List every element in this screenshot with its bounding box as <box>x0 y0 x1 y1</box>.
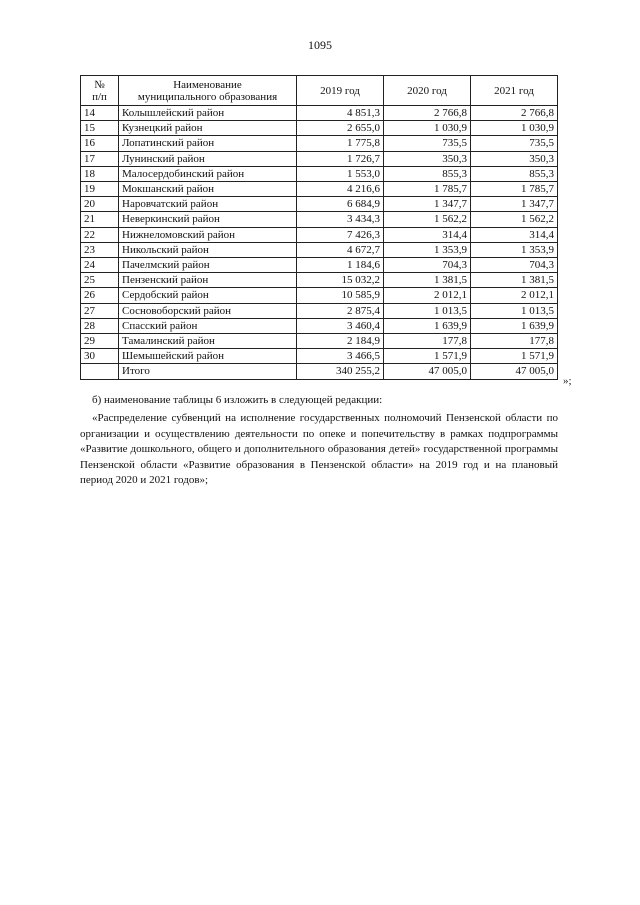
cell-name: Тамалинский район <box>119 334 297 349</box>
cell-y2019: 4 672,7 <box>297 242 384 257</box>
cell-y2021: 350,3 <box>471 151 558 166</box>
cell-y2020: 177,8 <box>384 334 471 349</box>
cell-y2020: 1 013,5 <box>384 303 471 318</box>
cell-num: 27 <box>81 303 119 318</box>
cell-y2021: 1 562,2 <box>471 212 558 227</box>
total-cell-num <box>81 364 119 379</box>
table-row <box>81 106 558 121</box>
cell-num: 29 <box>81 334 119 349</box>
cell-name: Колышлейский район <box>119 106 297 121</box>
table-row <box>81 258 558 273</box>
cell-num: 25 <box>81 273 119 288</box>
cell-y2020: 1 785,7 <box>384 182 471 197</box>
cell-y2019: 3 466,5 <box>297 349 384 364</box>
cell-y2019: 6 684,9 <box>297 197 384 212</box>
cell-y2019: 4 851,3 <box>297 106 384 121</box>
cell-y2019: 1 553,0 <box>297 166 384 181</box>
cell-y2021: 704,3 <box>471 258 558 273</box>
cell-y2019: 3 434,3 <box>297 212 384 227</box>
table-total-row <box>81 364 558 379</box>
cell-y2020: 735,5 <box>384 136 471 151</box>
header-2020: 2020 год <box>384 76 471 106</box>
cell-y2019: 2 184,9 <box>297 334 384 349</box>
cell-name: Никольский район <box>119 242 297 257</box>
table-row <box>81 166 558 181</box>
cell-num: 19 <box>81 182 119 197</box>
cell-name: Кузнецкий район <box>119 121 297 136</box>
cell-y2020: 1 381,5 <box>384 273 471 288</box>
header-2019: 2019 год <box>297 76 384 106</box>
table-row <box>81 288 558 303</box>
cell-y2021: 1 785,7 <box>471 182 558 197</box>
cell-y2019: 10 585,9 <box>297 288 384 303</box>
paragraph-table-title: «Распределение субвенций на исполнение государственных полномочий Пензенской области по организации и осуществлению деятельности по опеке и попечительству в рамках подпрограммы «Развитие дошкольного, общего и дополнительного образования детей» государственной программы Пензенской области «Развитие образования в Пензенской области» на 2019 год и на плановый период 2020 и 2021 годов»; <box>80 412 558 486</box>
header-2021: 2021 год <box>471 76 558 106</box>
cell-name: Наровчатский район <box>119 197 297 212</box>
total-cell-y2020: 47 005,0 <box>384 364 471 379</box>
cell-y2020: 704,3 <box>384 258 471 273</box>
cell-name: Пачелмский район <box>119 258 297 273</box>
table-row <box>81 273 558 288</box>
cell-y2020: 350,3 <box>384 151 471 166</box>
table-tail-quote: »; <box>563 375 572 387</box>
header-name <box>119 76 297 106</box>
cell-num: 22 <box>81 227 119 242</box>
cell-name: Малосердобинский район <box>119 166 297 181</box>
cell-y2020: 2 766,8 <box>384 106 471 121</box>
table-row <box>81 151 558 166</box>
cell-y2021: 1 353,9 <box>471 242 558 257</box>
table-row <box>81 212 558 227</box>
cell-num: 17 <box>81 151 119 166</box>
table-row <box>81 349 558 364</box>
cell-name: Шемышейский район <box>119 349 297 364</box>
cell-y2019: 4 216,6 <box>297 182 384 197</box>
cell-y2021: 314,4 <box>471 227 558 242</box>
table-row <box>81 242 558 257</box>
table-row <box>81 227 558 242</box>
cell-y2020: 2 012,1 <box>384 288 471 303</box>
cell-num: 18 <box>81 166 119 181</box>
total-cell-name: Итого <box>119 364 297 379</box>
cell-num: 20 <box>81 197 119 212</box>
cell-name: Сосновоборский район <box>119 303 297 318</box>
cell-y2021: 1 639,9 <box>471 318 558 333</box>
cell-y2019: 7 426,3 <box>297 227 384 242</box>
cell-name: Нижнеломовский район <box>119 227 297 242</box>
table-row <box>81 197 558 212</box>
cell-name: Лопатинский район <box>119 136 297 151</box>
cell-y2021: 177,8 <box>471 334 558 349</box>
header-num-line-1: № <box>94 78 105 91</box>
cell-y2020: 1 347,7 <box>384 197 471 212</box>
cell-y2019: 2 655,0 <box>297 121 384 136</box>
cell-num: 26 <box>81 288 119 303</box>
page-number: 1095 <box>308 38 332 52</box>
cell-name: Пензенский район <box>119 273 297 288</box>
cell-num: 16 <box>81 136 119 151</box>
cell-y2019: 2 875,4 <box>297 303 384 318</box>
paragraph-amendment: б) наименование таблицы 6 изложить в следующей редакции: <box>92 394 383 406</box>
cell-name: Неверкинский район <box>119 212 297 227</box>
cell-y2020: 1 562,2 <box>384 212 471 227</box>
subvention-table <box>80 75 558 380</box>
cell-y2021: 735,5 <box>471 136 558 151</box>
cell-y2019: 3 460,4 <box>297 318 384 333</box>
cell-y2021: 855,3 <box>471 166 558 181</box>
cell-y2021: 2 012,1 <box>471 288 558 303</box>
table-body <box>81 106 558 380</box>
table-header-row <box>81 76 558 106</box>
table-row <box>81 121 558 136</box>
cell-num: 30 <box>81 349 119 364</box>
cell-y2020: 1 571,9 <box>384 349 471 364</box>
cell-name: Лунинский район <box>119 151 297 166</box>
cell-y2021: 2 766,8 <box>471 106 558 121</box>
header-name-line-1: Наименование <box>173 78 242 91</box>
total-cell-y2021: 47 005,0 <box>471 364 558 379</box>
cell-y2020: 1 353,9 <box>384 242 471 257</box>
cell-y2019: 1 726,7 <box>297 151 384 166</box>
table-row <box>81 303 558 318</box>
header-num <box>81 76 119 106</box>
cell-y2021: 1 347,7 <box>471 197 558 212</box>
cell-y2020: 855,3 <box>384 166 471 181</box>
header-num-line-2: п/п <box>92 90 107 103</box>
cell-y2021: 1 030,9 <box>471 121 558 136</box>
cell-num: 23 <box>81 242 119 257</box>
cell-y2019: 1 184,6 <box>297 258 384 273</box>
cell-num: 14 <box>81 106 119 121</box>
cell-num: 15 <box>81 121 119 136</box>
total-cell-y2019: 340 255,2 <box>297 364 384 379</box>
table-row <box>81 136 558 151</box>
cell-y2020: 1 030,9 <box>384 121 471 136</box>
cell-name: Мокшанский район <box>119 182 297 197</box>
cell-num: 24 <box>81 258 119 273</box>
table-row <box>81 318 558 333</box>
cell-y2019: 1 775,8 <box>297 136 384 151</box>
cell-y2020: 314,4 <box>384 227 471 242</box>
header-name-line-2: муниципального образования <box>137 90 278 103</box>
cell-y2021: 1 381,5 <box>471 273 558 288</box>
cell-y2021: 1 013,5 <box>471 303 558 318</box>
cell-name: Сердобский район <box>119 288 297 303</box>
cell-name: Спасский район <box>119 318 297 333</box>
cell-num: 28 <box>81 318 119 333</box>
cell-y2021: 1 571,9 <box>471 349 558 364</box>
cell-y2019: 15 032,2 <box>297 273 384 288</box>
table-row <box>81 334 558 349</box>
cell-num: 21 <box>81 212 119 227</box>
table-row <box>81 182 558 197</box>
cell-y2020: 1 639,9 <box>384 318 471 333</box>
